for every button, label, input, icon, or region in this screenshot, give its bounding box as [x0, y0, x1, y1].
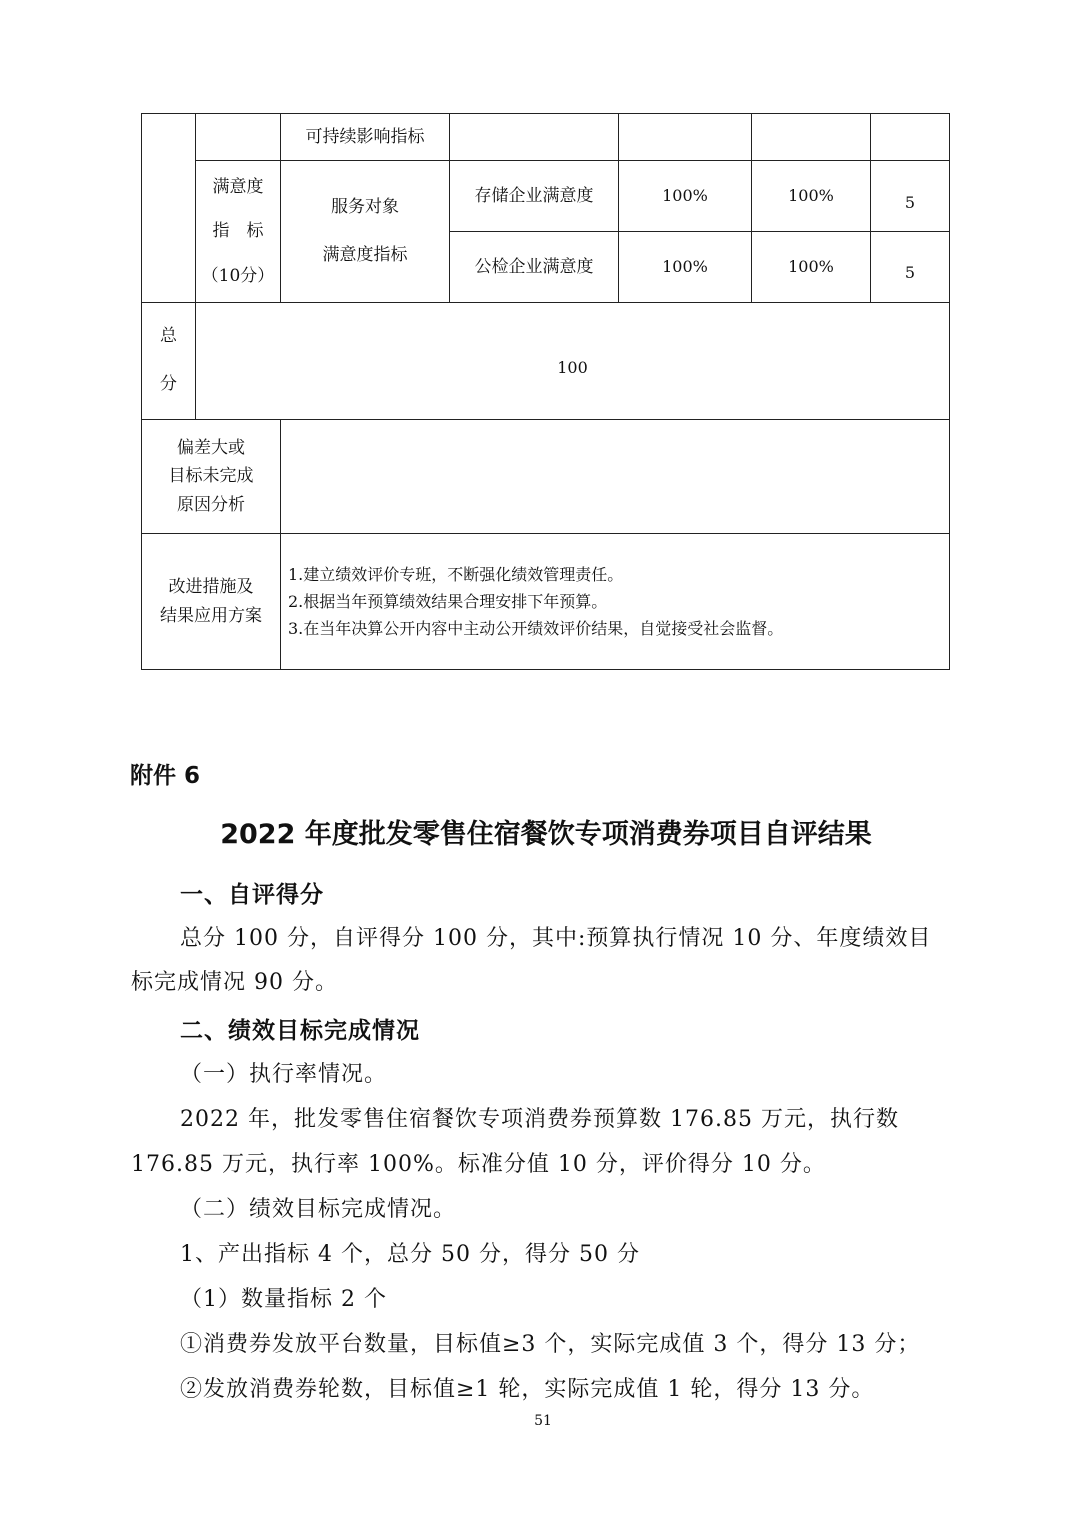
- section-1-paragraph-line2: 标完成情况 90 分。: [131, 970, 338, 995]
- deviation-content-cell: [281, 420, 949, 533]
- sustain-indicator-cell: [281, 114, 449, 160]
- quantity-indicator-item: （1）数量指标 2 个: [180, 1287, 387, 1312]
- table-row-1-score: [871, 168, 949, 238]
- deviation-label-cell: [142, 420, 280, 533]
- evaluation-table: [0, 0, 1074, 680]
- total-label-line2: 分: [160, 374, 177, 394]
- satisfaction-category-line1: 满意度: [212, 177, 264, 198]
- score-text: 5: [904, 262, 916, 282]
- section-2-sub-2: （二）绩效目标完成情况。: [180, 1197, 457, 1222]
- improve-label-cell: [142, 534, 280, 669]
- section-2-paragraph-line1: 2022 年，批发零售住宿餐饮专项消费券预算数 176.85 万元，执行数: [180, 1107, 899, 1132]
- satisfaction-category-cell: [196, 161, 280, 302]
- table-row-2-score: [871, 238, 949, 308]
- table-row-1-target: [619, 161, 751, 231]
- total-value: 100: [557, 357, 588, 377]
- quantity-indicator-b: ②发放消费券轮数，目标值≥1 轮，实际完成值 1 轮，得分 13 分。: [180, 1377, 875, 1402]
- indicator-text: 公检企业满意度: [474, 256, 594, 277]
- satisfaction-category-line3: （10分）: [201, 265, 275, 286]
- improve-label-line1: 改进措施及: [168, 577, 254, 598]
- indicator-text: 存储企业满意度: [474, 185, 594, 206]
- target-text: 100%: [662, 256, 708, 276]
- improve-item-3: 3.在当年决算公开内容中主动公开绩效评价结果，自觉接受社会监督。: [288, 619, 784, 639]
- service-target-line2: 满意度指标: [322, 244, 408, 265]
- quantity-indicator-a: ①消费券发放平台数量，目标值≥3 个，实际完成值 3 个，得分 13 分；: [180, 1332, 921, 1357]
- service-target-cell: [281, 161, 449, 302]
- output-indicator-item: 1、产出指标 4 个，总分 50 分，得分 50 分: [180, 1242, 640, 1267]
- page-number: 51: [534, 1413, 552, 1429]
- section-1-paragraph-line1: 总分 100 分，自评得分 100 分，其中:预算执行情况 10 分、年度绩效目: [180, 926, 932, 951]
- table-row-1-actual: [752, 161, 870, 231]
- actual-text: 100%: [788, 256, 834, 276]
- total-label-cell: [142, 303, 195, 419]
- table-row-2-indicator: [450, 232, 618, 302]
- table-row-2-actual: [752, 232, 870, 302]
- service-target-line1: 服务对象: [331, 196, 399, 217]
- deviation-label-line1: 偏差大或: [177, 438, 245, 459]
- table-row-1-indicator: [450, 161, 618, 231]
- section-2-paragraph-line2: 176.85 万元，执行率 100%。标准分值 10 分，评价得分 10 分。: [131, 1152, 826, 1177]
- section-2-heading: 二、绩效目标完成情况: [180, 1018, 420, 1044]
- satisfaction-category-line2: 指 标: [212, 221, 264, 242]
- page-title: 2022 年度批发零售住宿餐饮专项消费券项目自评结果: [220, 819, 872, 850]
- score-text: 5: [904, 192, 916, 212]
- total-value-cell: [196, 303, 949, 433]
- table-row-2-target: [619, 232, 751, 302]
- deviation-label-line2: 目标未完成: [168, 466, 254, 487]
- improve-content-cell: [288, 534, 943, 669]
- improve-item-2: 2.根据当年预算绩效结果合理安排下年预算。: [288, 591, 608, 611]
- total-label-line1: 总: [160, 326, 177, 347]
- sustain-indicator-label: 可持续影响指标: [305, 126, 425, 147]
- section-2-sub-1: （一）执行率情况。: [180, 1062, 388, 1087]
- section-1-heading: 一、自评得分: [180, 882, 324, 908]
- deviation-label-line3: 原因分析: [177, 494, 245, 515]
- target-text: 100%: [662, 185, 708, 205]
- attachment-label: 附件 6: [130, 763, 201, 789]
- improve-label-line2: 结果应用方案: [160, 605, 262, 626]
- improve-item-1: 1.建立绩效评价专班，不断强化绩效管理责任。: [288, 564, 624, 584]
- actual-text: 100%: [788, 185, 834, 205]
